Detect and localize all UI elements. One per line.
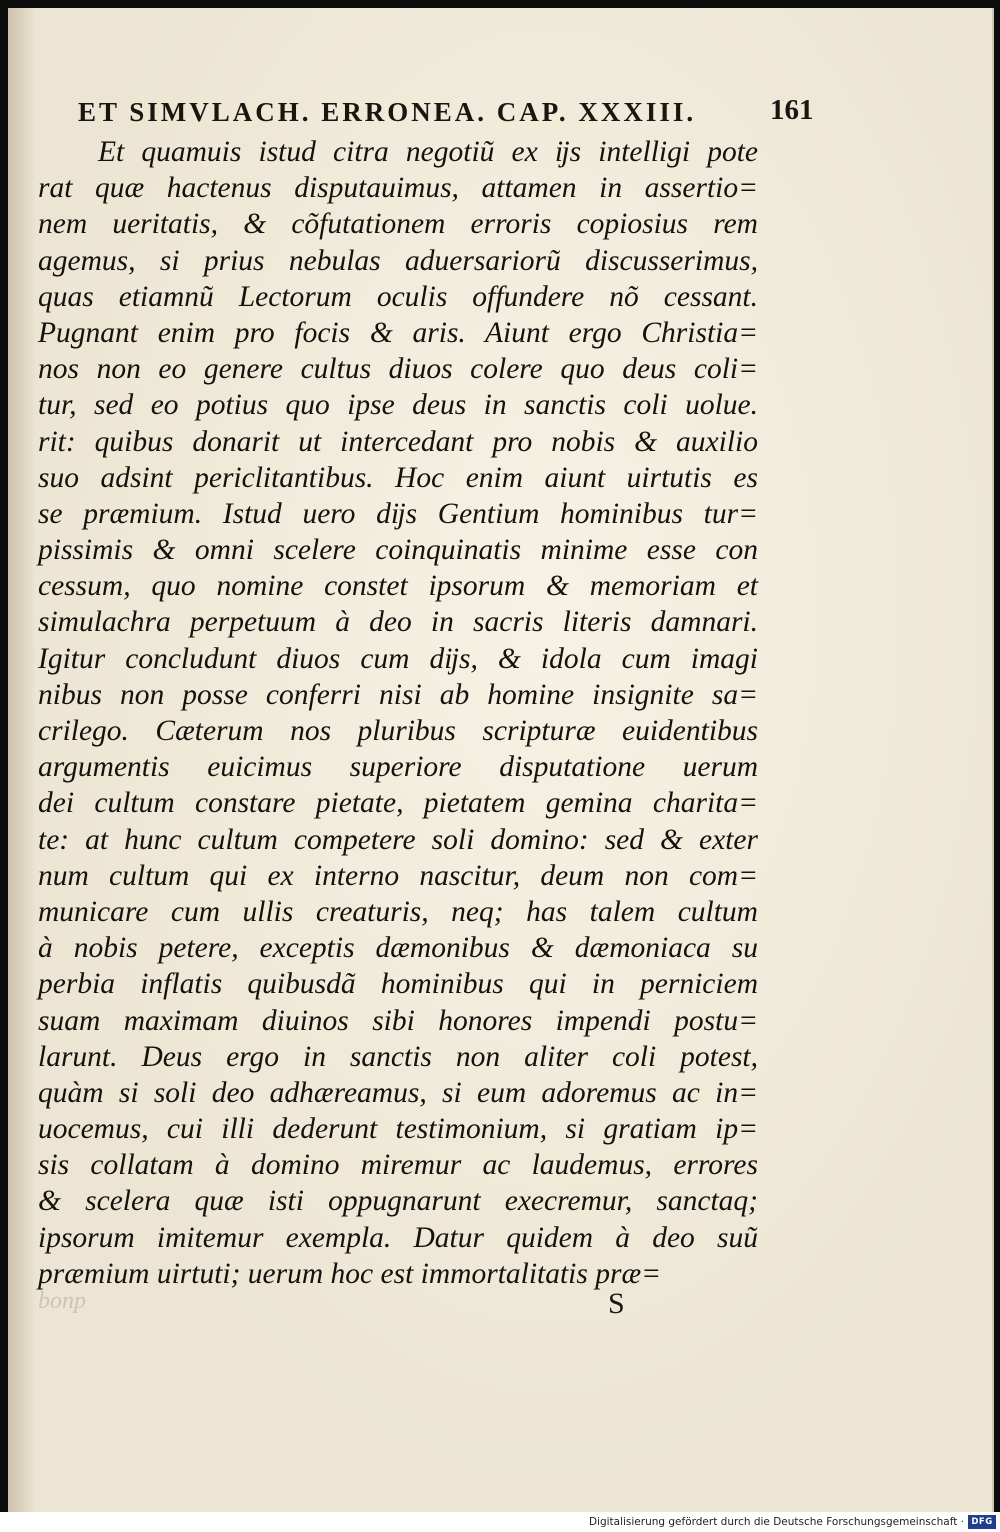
text-line: Et quamuis istud citra negotiũ ex ĳs intelligi pote <box>98 136 758 168</box>
signature-mark: S <box>608 1287 625 1320</box>
text-line: sis collatam à domino miremur ac laudemus, errores <box>38 1149 758 1182</box>
text-line: agemus, si prius nebulas aduersariorũ discusserimus, <box>38 244 758 277</box>
text-line: larunt. Deus ergo in sanctis non aliter coli potest, <box>38 1040 758 1073</box>
show-through-text: bonp <box>38 1288 86 1314</box>
text-line: nem ueritatis, & cõfutationem erroris copiosius rem <box>38 208 758 241</box>
text-line: rat quæ hactenus disputauimus, attamen in assertio= <box>38 172 758 205</box>
text-line: Igitur concludunt diuos cum dĳs, & idola cum imagi <box>38 642 758 675</box>
text-line: uocemus, cui illi dederunt testimonium, si gratiam ip= <box>38 1113 758 1146</box>
book-page <box>8 8 994 1512</box>
text-line: cessum, quo nomine constet ipsorum & memoriam et <box>38 570 758 603</box>
text-line: dei cultum constare pietate, pietatem gemina charita= <box>38 787 758 820</box>
page-number: 161 <box>770 94 814 126</box>
text-line: te: at hunc cultum competere soli domino: sed & exter <box>38 823 758 856</box>
text-line: pissimis & omni scelere coinquinatis minime esse con <box>38 534 758 567</box>
text-line: suam maximam diuinos sibi honores impendi postu= <box>38 1004 758 1037</box>
text-line: num cultum qui ex interno nascitur, deum non com= <box>38 859 758 892</box>
text-line: argumentis euicimus superiore disputatione uerum <box>38 751 758 784</box>
text-line: & scelera quæ isti oppugnarunt execremur, sanctaq; <box>38 1185 758 1218</box>
dfg-logo: DFG <box>968 1515 996 1529</box>
footer-credit: Digitalisierung gefördert durch die Deutsche Forschungsgemeinschaft · <box>588 1516 964 1528</box>
text-block <box>38 134 758 1292</box>
text-line: nibus non posse conferri nisi ab homine insignite sa= <box>38 678 758 711</box>
text-line: crilego. Cæterum nos pluribus scripturæ euidentibus <box>38 715 758 747</box>
text-line: Pugnant enim pro focis & aris. Aiunt ergo Christia= <box>38 316 758 349</box>
text-line: quàm si soli deo adhæreamus, si eum adoremus ac in= <box>38 1076 758 1109</box>
text-line: rit: quibus donarit ut intercedant pro nobis & auxilio <box>38 425 758 458</box>
text-line: nos non eo genere cultus diuos colere quo deus coli= <box>38 353 758 386</box>
text-line: se præmium. Istud uero dĳs Gentium hominibus tur= <box>38 497 758 530</box>
text-line: tur, sed eo potius quo ipse deus in sanctis coli uolue. <box>38 389 758 422</box>
text-line: suo adsint periclitantibus. Hoc enim aiunt uirtutis es <box>38 461 758 494</box>
running-head: ET SIMVLACH. ERRONEA. CAP. XXXIII. <box>78 97 697 127</box>
text-line: à nobis petere, exceptis dæmonibus & dæmoniaca su <box>38 932 758 965</box>
text-line: quas etiamnũ Lectorum oculis offundere nõ cessant. <box>38 280 758 313</box>
text-line: simulachra perpetuum à deo in sacris literis damnari. <box>38 606 758 639</box>
text-line: præmium uirtuti; uerum hoc est immortalitatis præ= <box>38 1257 662 1290</box>
text-line: perbia inflatis quibusdã hominibus qui in perniciem <box>38 968 758 1001</box>
text-line: ipsorum imitemur exempla. Datur quidem à deo suũ <box>38 1221 758 1254</box>
text-line: municare cum ullis creaturis, neq; has talem cultum <box>38 895 758 928</box>
